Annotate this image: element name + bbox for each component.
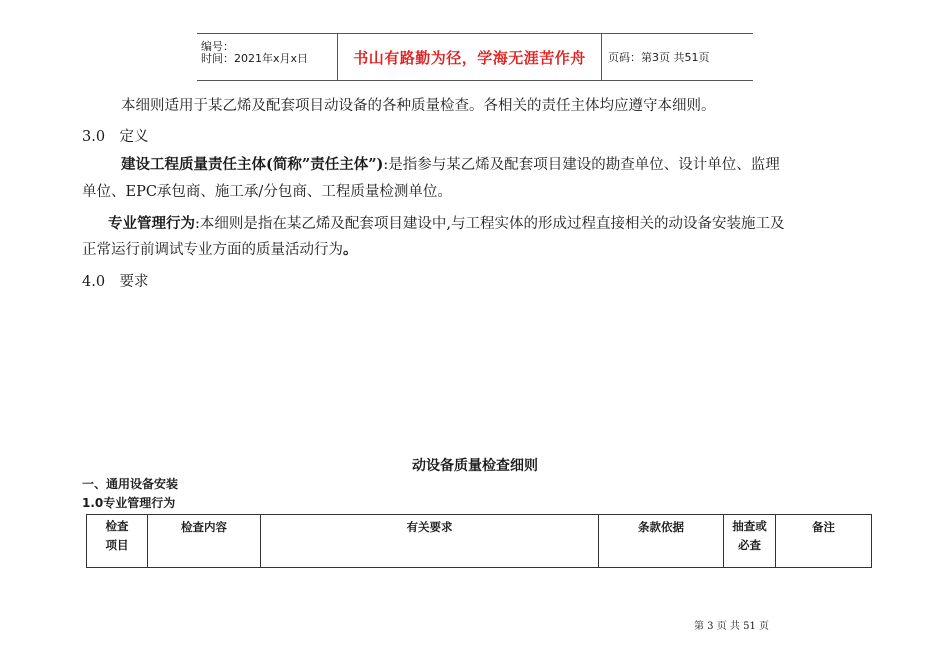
document-title: 动设备质量检查细则 — [412, 458, 538, 474]
definition-2-period: 。 — [343, 241, 358, 258]
header-page — [602, 34, 753, 80]
header-meta — [197, 34, 338, 80]
section-3-heading: 3.0 定义 — [82, 129, 149, 145]
col-spot-line-1: 抽查或 — [732, 519, 767, 533]
intro-paragraph: 本细则适用于某乙烯及配套项目动设备的各种质量检查。各相关的责任主体均应遵守本细则。 — [121, 98, 716, 114]
definition-1-term: 建设工程质量责任主体(简称”责任主体”) — [121, 156, 384, 173]
col-check-item-line-1: 检查 — [105, 519, 129, 533]
definition-1-line-2: 单位、EPC承包商、施工承/分包商、工程质量检测单位。 — [82, 184, 452, 200]
col-remarks: 备注 — [776, 515, 872, 568]
definition-1-text: :是指参与某乙烯及配套项目建设的勘查单位、设计单位、监理 — [383, 157, 780, 173]
page-label: 页码：第3页 共51页 — [608, 51, 710, 64]
heading-general-install: 一、通用设备安装 — [82, 477, 179, 491]
col-clause-basis: 条款依据 — [599, 515, 724, 568]
table-header-row — [87, 515, 872, 568]
header-motto — [338, 34, 602, 80]
page-footer: 第 3 页 共 51 页 — [694, 621, 769, 632]
col-spot-or-required — [724, 515, 776, 568]
page-header — [197, 33, 753, 81]
definition-2-text-b: 正常运行前调试专业方面的质量活动行为 — [82, 242, 343, 258]
definition-1-line-1 — [121, 155, 780, 175]
time-label: 时间：2021年x月x日 — [201, 52, 309, 65]
section-4-heading: 4.0 要求 — [82, 274, 149, 290]
col-check-item — [87, 515, 148, 568]
heading-management: 1.0专业管理行为 — [82, 496, 176, 510]
col-spot-line-2: 必查 — [738, 538, 761, 552]
definition-2-line-2 — [82, 240, 358, 260]
col-requirements: 有关要求 — [261, 515, 599, 568]
col-check-item-line-2: 项目 — [105, 538, 129, 552]
definition-2-text: :本细则是指在某乙烯及配套项目建设中,与工程实体的形成过程直接相关的动设备安装施工及 — [195, 216, 785, 232]
definition-2-line-1 — [108, 214, 785, 234]
inspection-table — [86, 514, 872, 568]
col-check-content: 检查内容 — [148, 515, 261, 568]
motto-text: 书山有路勤为径，学海无涯苦作舟 — [353, 48, 586, 67]
definition-2-term: 专业管理行为 — [108, 215, 195, 232]
number-label: 编号： — [201, 40, 234, 53]
